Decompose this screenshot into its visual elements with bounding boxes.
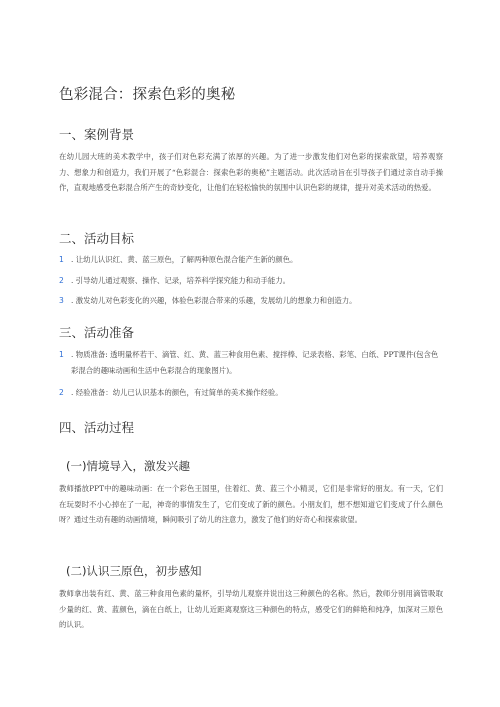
document-title: 色彩混合：探索色彩的奥秘 xyxy=(59,87,236,103)
list-text: . 引导幼儿通过观察、操作、记录，培养科学探究能力和动手能力。 xyxy=(71,276,291,285)
subsection-paragraph: 教师播放PPT中的趣味动画：在一个彩色王国里，住着红、黄、蓝三个小精灵，它们是非常好的朋友。有一天，它们在玩耍时不小心掉在了一起，神奇的事情发生了，它们变成了新的颜色。小朋友们，想不想知道它们变成了什么颜色呀？通过生动有趣的动画情境，瞬间吸引了幼儿的注意力，激发了他们的好奇心和探索欲望。 xyxy=(59,484,443,524)
list-text: . 物质准备: 透明量杯若干、滴管、红、黄、蓝三种食用色素、搅拌棒、记录表格、彩笔、白纸、PPT课件(包含色彩混合的趣味动画和生活中色彩混合的现象图片)。 xyxy=(71,350,439,375)
list-number: 1 xyxy=(59,350,64,359)
list-number: 1 xyxy=(59,255,64,264)
section-heading-process: 四、活动过程 xyxy=(59,420,135,435)
section-paragraph-background: 在幼儿园大班的美术教学中，孩子们对色彩充满了浓厚的兴趣。为了进一步激发他们对色彩的探索欲望，培养观察力、想象力和创造力，我们开展了“色彩混合：探索色彩的奥秘”主题活动。此次活动旨在引导孩子们通过亲自动手操作，直观地感受色彩混合所产生的奇妙变化，让他们在轻松愉快的氛围中认识色彩的规律，提升对美术活动的热爱。 xyxy=(59,152,443,192)
list-number: 2 xyxy=(59,388,64,397)
list-item xyxy=(59,385,443,401)
list-item xyxy=(59,347,443,378)
list-item xyxy=(59,293,443,309)
subsection-heading: (二)认识三原色，初步感知 xyxy=(66,564,202,578)
list-number: 2 xyxy=(59,276,64,285)
subsection-paragraph: 教师拿出装有红、黄、蓝三种食用色素的量杯，引导幼儿观察并说出这三种颜色的名称。然后，教师分别用滴管吸取少量的红、黄、蓝颜色，滴在白纸上，让幼儿近距离观察这三种颜色的特点，感受它们的鲜艳和纯净，加深对三原色的认识。 xyxy=(59,589,443,629)
section-heading-goals: 二、活动目标 xyxy=(59,231,135,246)
section-heading-background: 一、案例背景 xyxy=(59,127,135,142)
list-item xyxy=(59,273,443,289)
list-text: . 激发幼儿对色彩变化的兴趣，体验色彩混合带来的乐趣，发展幼儿的想象力和创造力。 xyxy=(71,296,357,305)
list-text: . 让幼儿认识红、黄、蓝三原色，了解两种原色混合能产生新的颜色。 xyxy=(71,255,298,264)
list-text: . 经验准备：幼儿已认识基本的颜色，有过简单的美术操作经验。 xyxy=(71,388,283,397)
list-number: 3 xyxy=(59,296,64,305)
list-item xyxy=(59,252,443,268)
subsection-heading: (一)情境导入，激发兴趣 xyxy=(66,459,190,473)
section-heading-preparation: 三、活动准备 xyxy=(59,325,135,340)
